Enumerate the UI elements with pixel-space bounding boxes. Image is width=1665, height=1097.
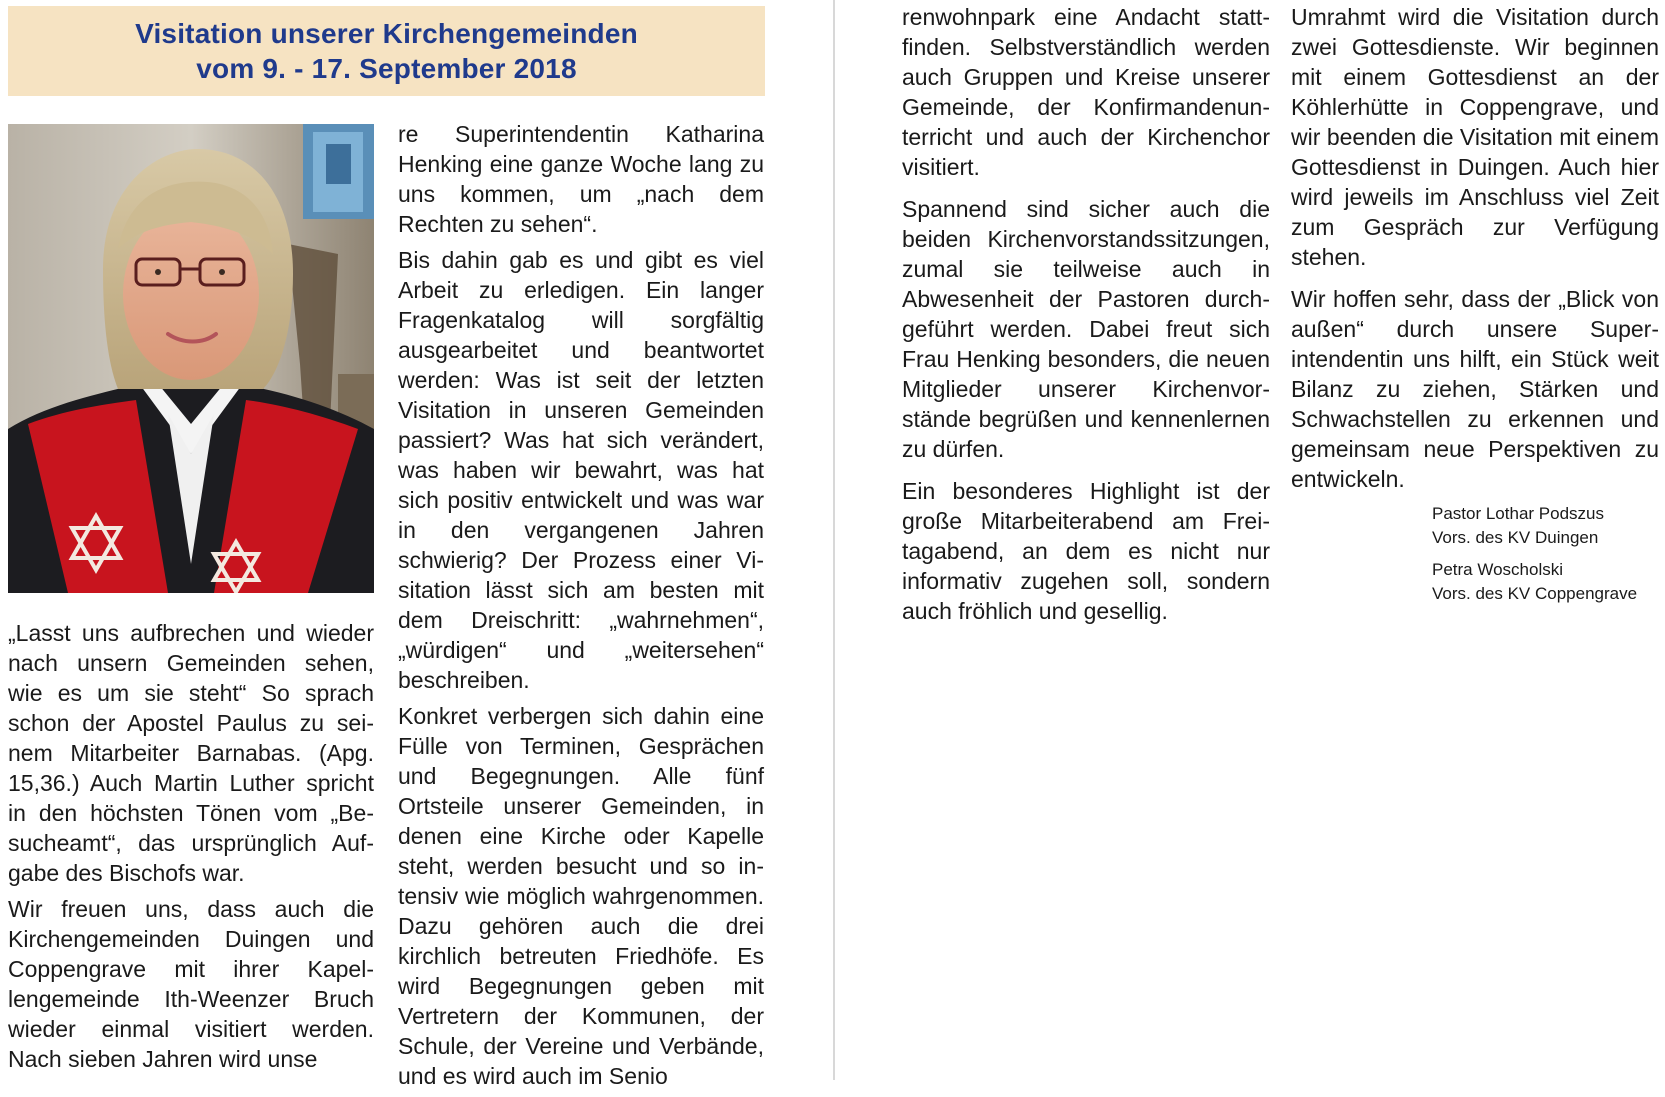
- headline-line-2: vom 9. - 17. September 2018: [196, 53, 577, 84]
- right-page: [836, 0, 1665, 1080]
- paragraph: Umrahmt wird die Visitation durch zwei Gottesdienste. Wir beginnen mit einem Gottesdienst an der Köhlerhütte in Coppengrave, und wir beenden die Visitation mit einem Gottesdienst in Duingen. Auch hier wird jeweils im Anschluss viel Zeit zum Gespräch zur Verfügung stehen.: [1291, 4, 1659, 270]
- signature-role: Vors. des KV Duingen: [1432, 528, 1599, 547]
- paragraph: renwohnpark eine Andacht stattfinden. Selbstverständlich werden auch Gruppen und Kreise unserer Gemeinde, der Konfirmandenunterricht und auch der Kirchenchor visitiert.: [902, 4, 1270, 180]
- signature-2: [1432, 558, 1659, 606]
- page-divider: [833, 0, 835, 1080]
- signature-block: [1291, 502, 1659, 606]
- text-column-3: [902, 2, 1270, 632]
- text-column-4: [1291, 2, 1659, 614]
- paragraph: Wir hoffen sehr, dass der „Blick von außen“ durch unsere Superintendentin uns hilft, ein Stück weit Bilanz zu ziehen, Stärken und Schwachstellen zu erkennen und gemeinsam neue Perspektiven zu entwickeln.: [1291, 286, 1659, 492]
- signature-name: Petra Woscholski: [1432, 560, 1564, 579]
- paragraph: Wir freuen uns, dass auch die Kirchengemeinden Duingen und Coppengrave mit ihrer Kapellengemeinde Ith-Weenzer Bruch wieder einmal visitiert werden. Nach sieben Jahren wird unse: [8, 896, 374, 1072]
- text-column-1: [8, 618, 374, 1080]
- paragraph: Ein besonderes Highlight ist der große Mitarbeiterabend am Freitagabend, an dem es nicht nur informativ zugehen soll, sondern auch fröhlich und gesellig.: [902, 478, 1270, 624]
- left-page: [0, 0, 830, 1089]
- paragraph: re Superintendentin Katharina Henking eine ganze Woche lang zu uns kommen, um „nach dem Rechten zu sehen“.: [398, 121, 764, 237]
- portrait-photo: [8, 124, 374, 593]
- signature-role: Vors. des KV Coppengrave: [1432, 584, 1638, 603]
- paragraph: Bis dahin gab es und gibt es viel Arbeit zu erledigen. Ein langer Fragenkatalog will sorgfältig ausgearbeitet und beantwortet werden: Was ist seit der letzten Visitation in unseren Gemeinden passiert? Was hat sich verändert, was haben wir bewahrt, was hat sich positiv entwickelt und was war in den vergangenen Jahren schwierig? Der Prozess einer Visitation lässt sich am besten mit dem Dreischritt: „wahrnehmen“, „würdigen“ und „weitersehen“ beschreiben.: [398, 247, 764, 693]
- headline-line-1: Visitation unserer Kirchengemeinden: [135, 18, 638, 49]
- text-column-2: [398, 119, 764, 1097]
- headline-box: [8, 6, 765, 96]
- paragraph: Spannend sind sicher auch die beiden Kirchenvorstandssitzungen, zumal sie teilweise auch in Abwesenheit der Pastoren durchgeführt werden. Dabei freut sich Frau Henking besonders, die neuen Mitglieder unserer Kirchenvorstände begrüßen und kennenlernen zu dürfen.: [902, 196, 1270, 462]
- paragraph: Konkret verbergen sich dahin eine Fülle von Terminen, Gesprächen und Begegnungen. Alle fünf Ortsteile unserer Gemeinden, in denen eine Kirche oder Kapelle steht, werden besucht und so intensiv wie möglich wahrgenommen. Dazu gehören auch die drei kirchlich betreuten Friedhöfe. Es wird Begegnungen geben mit Vertretern der Kommunen, der Schule, der Vereine und Verbände, und es wird auch im Senio: [398, 703, 764, 1089]
- signature-1: [1432, 502, 1659, 550]
- paragraph: „Lasst uns aufbrechen und wieder nach unsern Gemeinden sehen, wie es um sie steht“ So sprach schon der Apostel Paulus zu seinem Mitarbeiter Barnabas. (Apg. 15,36.) Auch Martin Luther spricht in den höchsten Tönen vom „Besucheamt“, das ursprünglich Aufgabe des Bischofs war.: [8, 620, 374, 886]
- signature-name: Pastor Lothar Podszus: [1432, 504, 1604, 523]
